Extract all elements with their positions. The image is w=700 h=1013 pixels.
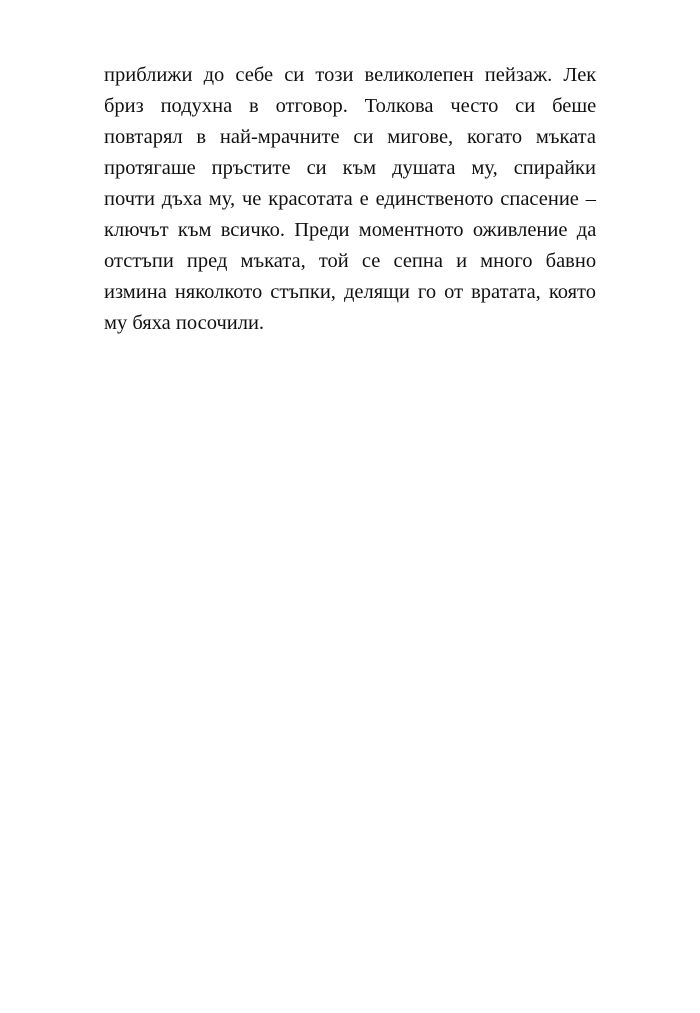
text-line: протягаше пръстите си към душата му, спирайки: [104, 157, 596, 179]
text-line: му бяха посочили.: [104, 312, 265, 334]
text-line: измина няколкото стъпки, делящи го от вратата, която: [104, 281, 596, 303]
text-line: повтарял в най-мрачните си мигове, когато мъката: [104, 126, 596, 148]
text-line: почти дъха му, че красотата е единственото спасение –: [104, 188, 597, 210]
text-line: ключът към всичко. Преди моментното оживление да: [104, 219, 597, 241]
text-line: приближи до себе си този великолепен пейзаж. Лек: [104, 64, 597, 86]
body-paragraph: [104, 60, 596, 339]
text-line: бриз подухна в отговор. Толкова често си беше: [104, 95, 597, 117]
text-line: отстъпи пред мъката, той се сепна и много бавно: [104, 250, 597, 272]
